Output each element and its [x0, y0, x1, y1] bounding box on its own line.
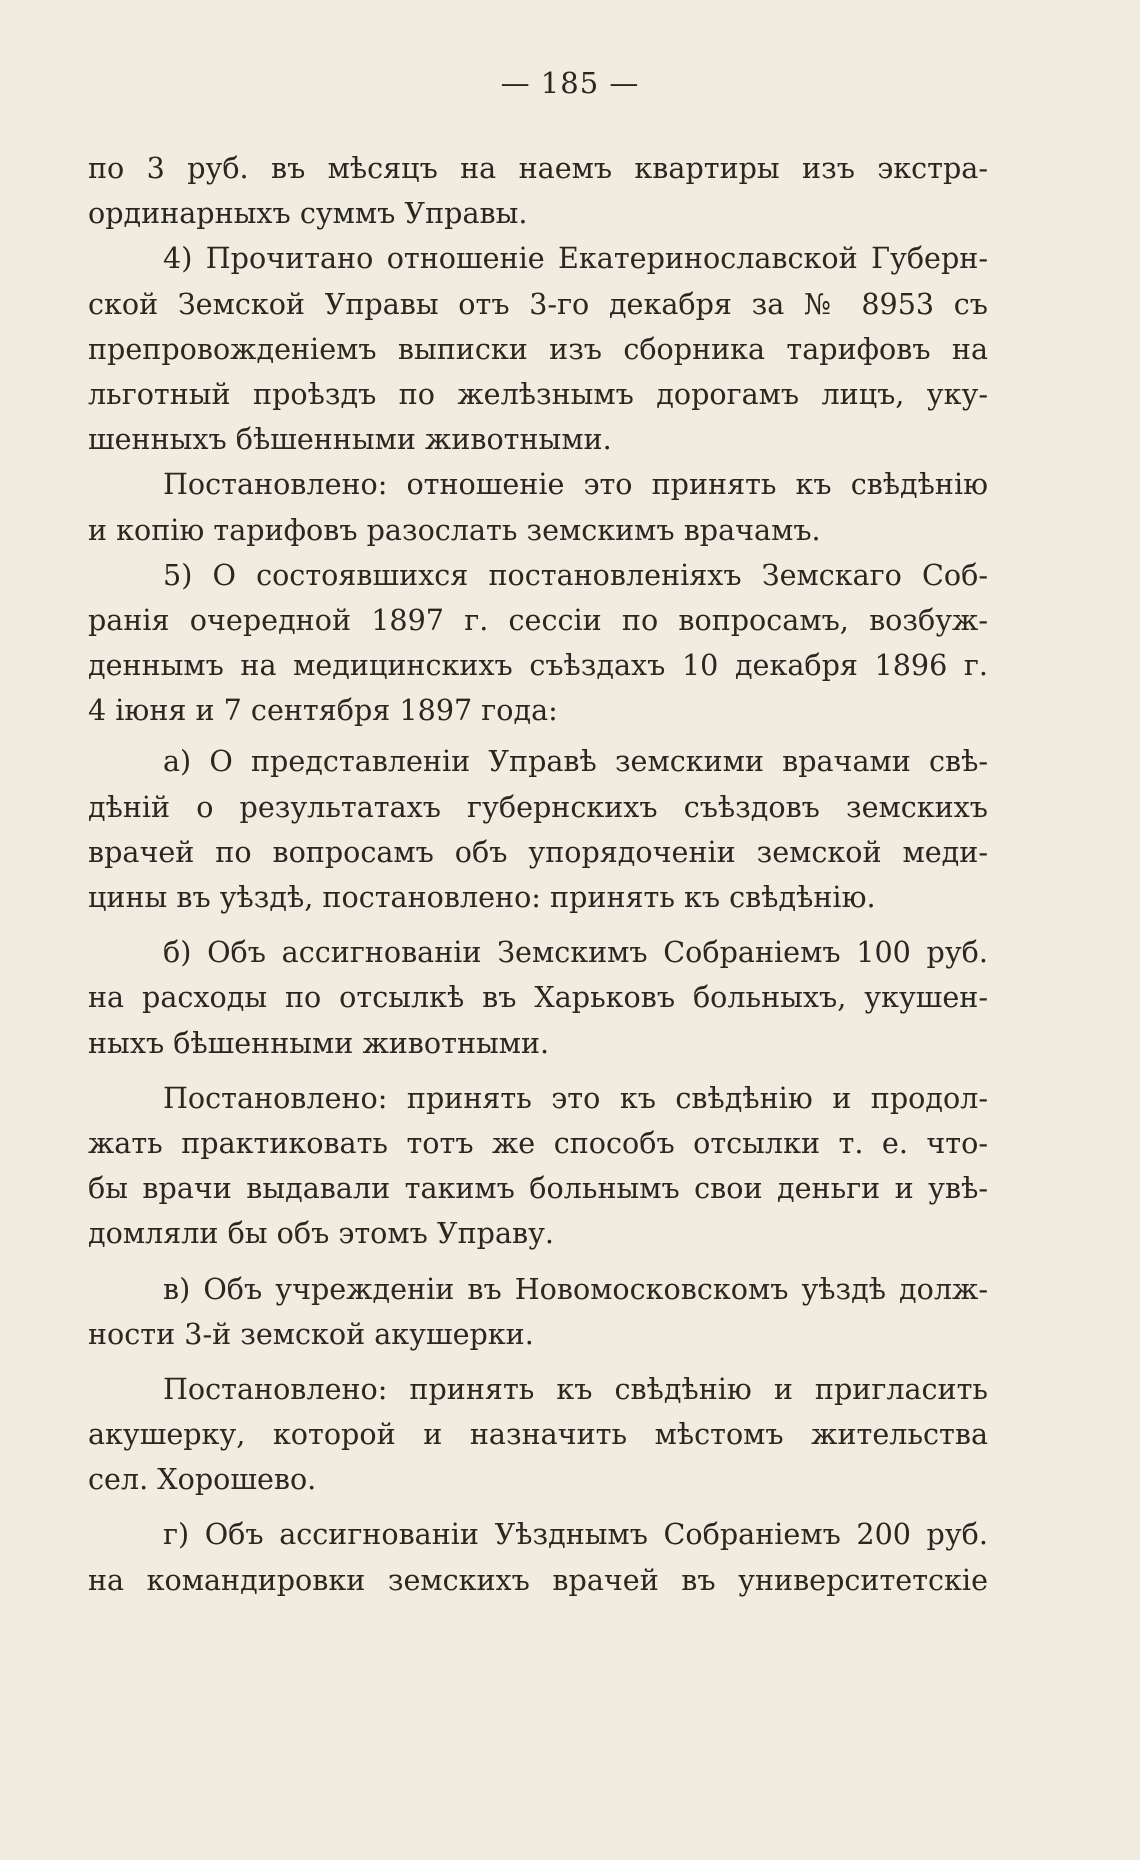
text-line: ныхъ бѣшенными животными.: [88, 1025, 550, 1060]
paragraph: [88, 553, 988, 734]
text-line: ранія очередной 1897 г. сессіи по вопросамъ, возбуж-: [88, 602, 988, 637]
text-line: препровожденіемъ выписки изъ сборника тарифовъ на: [88, 331, 988, 366]
paragraph: [88, 1076, 988, 1257]
text-line: бы врачи выдавали такимъ больнымъ свои деньги и увѣ-: [88, 1171, 988, 1206]
paragraph: [88, 462, 988, 552]
text-line: б) Объ ассигнованіи Земскимъ Собраніемъ 100 руб.: [163, 935, 988, 970]
text-line: и копію тарифовъ разослать земскимъ врачамъ.: [88, 512, 821, 547]
text-line: деннымъ на медицинскихъ съѣздахъ 10 декабря 1896 г.: [88, 648, 988, 683]
text-line: дѣній о результатахъ губернскихъ съѣздовъ земскихъ: [88, 789, 988, 824]
paragraph: [88, 146, 988, 236]
text-line: 4) Прочитано отношеніе Екатеринославской Губерн-: [163, 241, 988, 276]
text-line: ности 3-й земской акушерки.: [88, 1316, 534, 1351]
paragraph: [88, 1367, 988, 1503]
text-line: Постановлено: принять къ свѣдѣнію и пригласить: [163, 1371, 988, 1406]
text-line: а) О представленіи Управѣ земскими врачами свѣ-: [163, 744, 988, 779]
text-line: в) Объ учрежденіи въ Новомосковскомъ уѣздѣ долж-: [163, 1271, 988, 1306]
text-line: на командировки земскихъ врачей въ университетскіе: [88, 1562, 988, 1597]
text-line: врачей по вопросамъ объ упорядоченіи земской меди-: [88, 834, 988, 869]
paragraph: [88, 1512, 988, 1602]
text-line: шенныхъ бѣшенными животными.: [88, 422, 612, 457]
text-line: домляли бы объ этомъ Управу.: [88, 1216, 555, 1251]
text-line: г) Объ ассигнованіи Уѣзднымъ Собраніемъ 200 руб.: [163, 1517, 988, 1552]
paragraph: [88, 236, 988, 462]
text-line: жать практиковать тотъ же способъ отсылки т. е. что-: [88, 1125, 988, 1160]
text-line: акушерку, которой и назначить мѣстомъ жительства: [88, 1417, 988, 1452]
paragraph: [88, 930, 988, 1066]
text-line: ординарныхъ суммъ Управы.: [88, 196, 528, 231]
text-line: по 3 руб. въ мѣсяцъ на наемъ квартиры изъ экстра-: [88, 151, 988, 185]
paragraph: [88, 739, 988, 920]
body-text: [88, 146, 988, 1603]
text-line: сел. Хорошево.: [88, 1462, 317, 1497]
text-line: цины въ уѣздѣ, постановлено: принять къ свѣдѣнію.: [88, 880, 876, 914]
text-line: на расходы по отсылкѣ въ Харьковъ больныхъ, укушен-: [88, 980, 988, 1015]
text-line: Постановлено: отношеніе это принять къ свѣдѣнію: [163, 467, 988, 502]
text-line: льготный проѣздъ по желѣзнымъ дорогамъ лицъ, уку-: [88, 376, 988, 411]
paragraph: [88, 1267, 988, 1357]
text-line: Постановлено: принять это къ свѣдѣнію и продол-: [163, 1080, 988, 1115]
page-number: — 185 —: [500, 66, 640, 100]
text-line: ской Земской Управы отъ 3-го декабря за № 8953 съ: [88, 286, 988, 321]
text-line: 4 іюня и 7 сентября 1897 года:: [88, 693, 558, 728]
text-line: 5) О состоявшихся постановленіяхъ Земскаго Соб-: [163, 557, 988, 592]
